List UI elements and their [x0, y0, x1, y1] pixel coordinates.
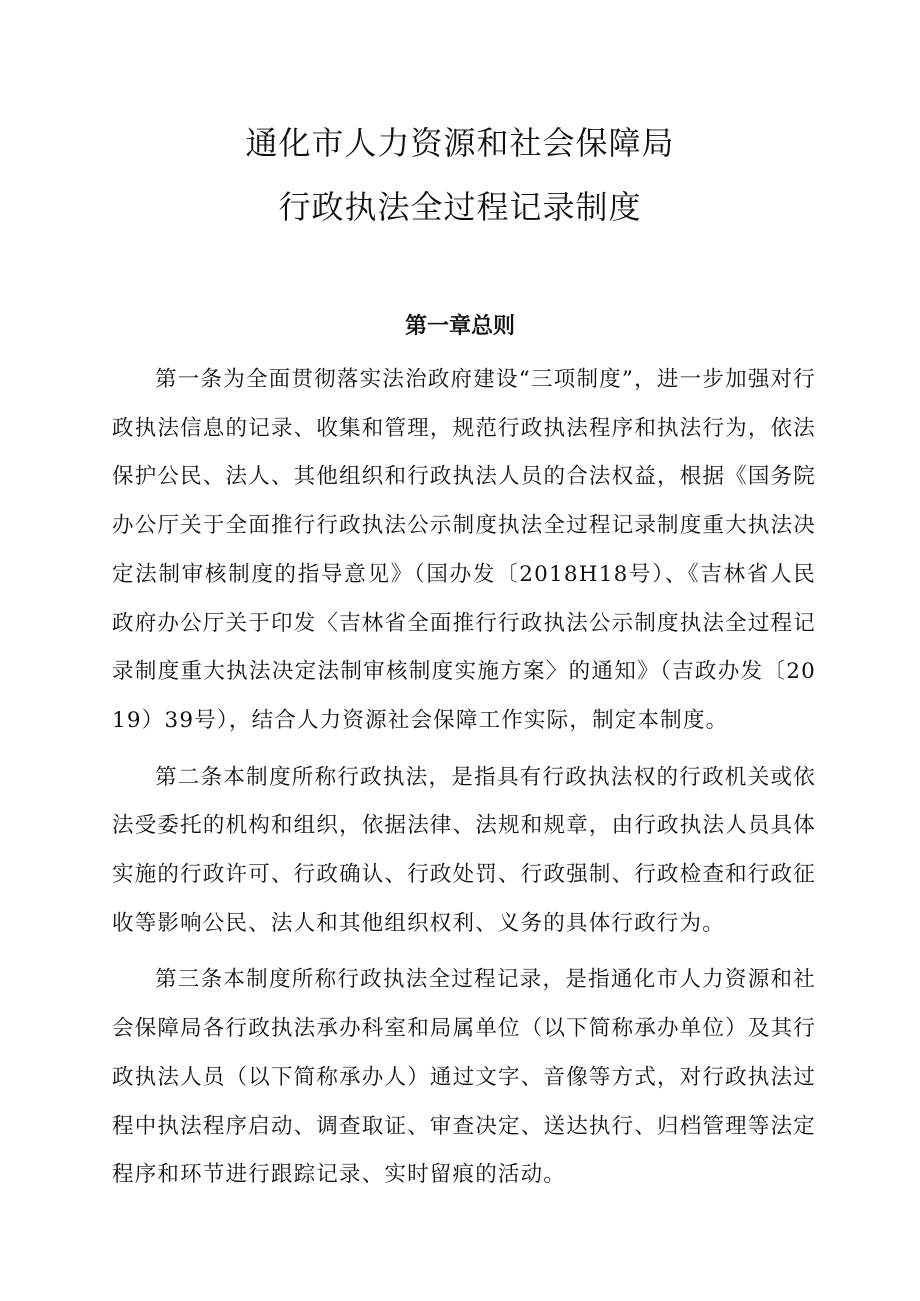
- document-title-line-2: 行政执法全过程记录制度: [278, 188, 642, 226]
- chapter-heading: 第一章总则: [404, 314, 515, 339]
- article-3-paragraph: 第三条本制度所称行政执法全过程记录，是指通化市人力资源和社会保障局各行政执法承办科室和局属单位（以下简称承办单位）及其行政执法人员（以下简称承办人）通过文字、音像等方式，对行政执法过程中执法程序启动、调查取证、审查决定、送达执行、归档管理等法定程序和环节进行跟踪记录、实时留痕的活动。: [112, 967, 816, 1188]
- document-title-line-1: 通化市人力资源和社会保障局: [245, 124, 675, 162]
- article-1-paragraph: 第一条为全面贯彻落实法治政府建设“三项制度”，进一步加强对行政执法信息的记录、收集和管理，规范行政执法程序和执法行为，依法保护公民、法人、其他组织和行政执法人员的合法权益，根据《国务院办公厅关于全面推行行政执法公示制度执法全过程记录制度重大执法决定法制审核制度的指导意见》（国办发〔2018H18号）、《吉林省人民政府办公厅关于印发〈吉林省全面推行行政执法公示制度执法全过程记录制度重大执法决定法制审核制度实施方案〉的通知》（吉政办发〔2019）39号），结合人力资源社会保障工作实际，制定本制度。: [112, 367, 816, 733]
- article-2-paragraph: 第二条本制度所称行政执法，是指具有行政执法权的行政机关或依法受委托的机构和组织，依据法律、法规和规章，由行政执法人员具体实施的行政许可、行政确认、行政处罚、行政强制、行政检查和行政征收等影响公民、法人和其他组织权利、义务的具体行政行为。: [112, 764, 816, 936]
- document-body: [112, 356, 816, 1200]
